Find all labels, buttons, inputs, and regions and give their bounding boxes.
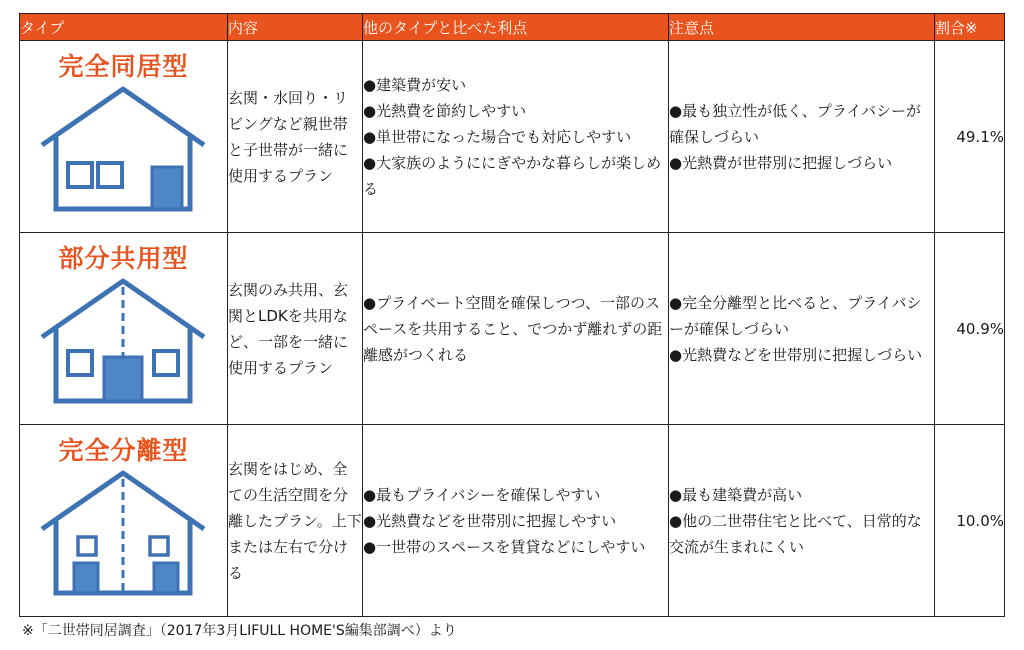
- caution-item: ●他の二世帯住宅と比べて、日常的な交流が生まれにくい: [669, 511, 922, 556]
- caution-item: ●光熱費などを世帯別に把握しづらい: [669, 345, 923, 364]
- advantage-item: ●一世帯のスペースを賃貸などにしやすい: [363, 537, 646, 556]
- table-row: [20, 425, 1005, 617]
- advantage-item: ●プライベート空間を確保しつつ、一部のスペースを共用すること、でつかず離れずの距離感がつくれる: [363, 293, 663, 364]
- type-title: 部分共用型: [58, 244, 189, 273]
- header-row: [20, 14, 1005, 41]
- type-cell: [20, 233, 228, 425]
- footnote: ※「二世帯同居調査」（2017年3月LIFULL HOME'S編集部調べ）より: [22, 623, 457, 639]
- comparison-table: [19, 13, 1005, 617]
- header-type: タイプ: [20, 14, 228, 41]
- advantage-item: ●大家族のようににぎやかな暮らしが楽しめる: [363, 153, 662, 198]
- ratio-cell: 40.9%: [935, 233, 1005, 425]
- type-title: 完全分離型: [58, 436, 189, 465]
- advantages-cell: [363, 233, 669, 425]
- advantage-item: ●光熱費などを世帯別に把握しやすい: [363, 511, 617, 530]
- caution-item: ●最も建築費が高い: [669, 485, 803, 504]
- cautions-cell: [669, 233, 935, 425]
- content-cell: [228, 425, 363, 617]
- table-row: [20, 233, 1005, 425]
- content-text: 玄関のみ共用、玄関とLDKを共用など、一部を一緒に使用するプラン: [228, 280, 349, 377]
- type-cell: [20, 425, 228, 617]
- house-partial-icon: [34, 277, 212, 405]
- cautions-cell: [669, 41, 935, 233]
- house-shared-icon: [34, 85, 212, 213]
- advantage-item: ●単世帯になった場合でも対応しやすい: [363, 127, 632, 146]
- content-text: 玄関をはじめ、全ての生活空間を分離したプラン。上下または左右で分ける: [228, 459, 362, 582]
- header-cautions: 注意点: [669, 14, 935, 41]
- advantage-item: ●最もプライバシーを確保しやすい: [363, 485, 601, 504]
- ratio-cell: 49.1%: [935, 41, 1005, 233]
- table-row: [20, 41, 1005, 233]
- type-cell: [20, 41, 228, 233]
- advantages-cell: [363, 41, 669, 233]
- ratio-cell: 10.0%: [935, 425, 1005, 617]
- content-text: 玄関・水回り・リビングなど親世帯と子世帯が一緒に使用するプラン: [228, 88, 349, 185]
- header-advantages: 他のタイプと比べた利点: [363, 14, 669, 41]
- caution-item: ●最も独立性が低く、プライバシーが確保しづらい: [669, 101, 922, 146]
- house-separate-icon: [34, 469, 212, 597]
- caution-item: ●完全分離型と比べると、プライバシーが確保しづらい: [669, 293, 922, 338]
- content-cell: [228, 41, 363, 233]
- advantages-cell: [363, 425, 669, 617]
- advantage-item: ●建築費が安い: [363, 75, 467, 94]
- header-content: 内容: [228, 14, 363, 41]
- header-ratio: 割合※: [935, 14, 1005, 41]
- caution-item: ●光熱費が世帯別に把握しづらい: [669, 153, 893, 172]
- type-title: 完全同居型: [58, 52, 189, 81]
- advantage-item: ●光熱費を節約しやすい: [363, 101, 527, 120]
- content-cell: [228, 233, 363, 425]
- cautions-cell: [669, 425, 935, 617]
